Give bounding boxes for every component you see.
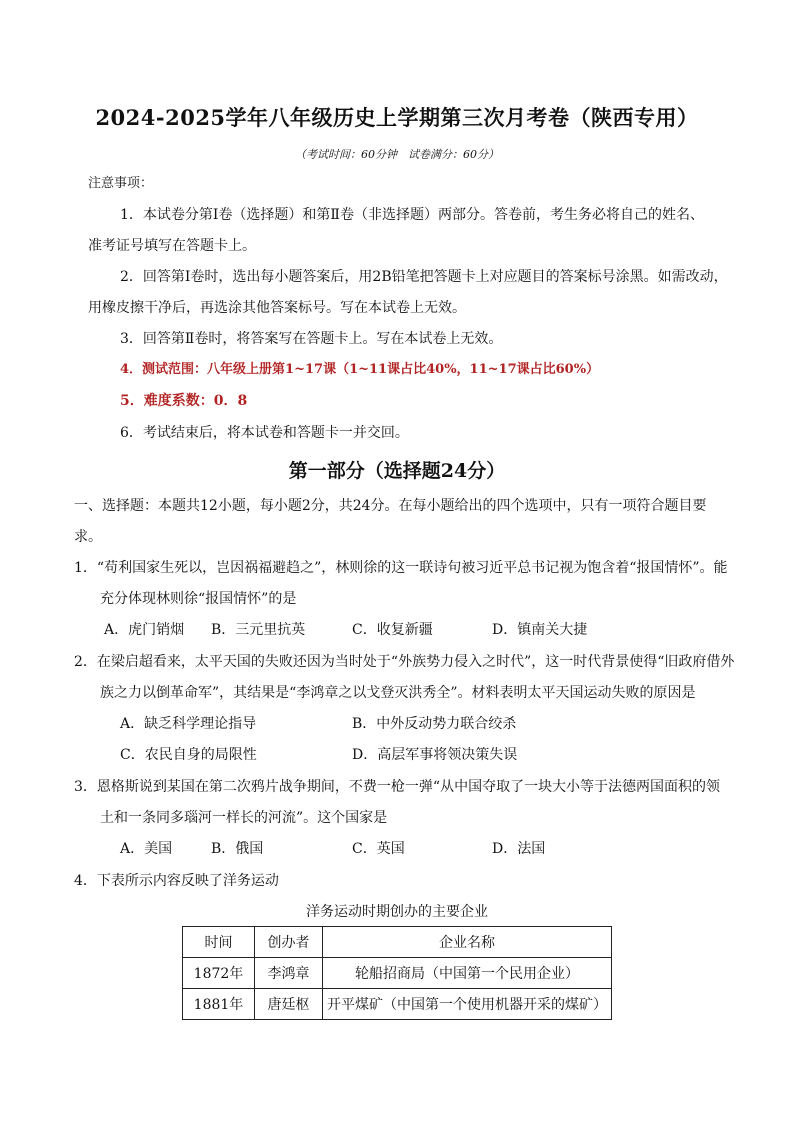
page-title: 2024-2025学年八年级历史上学期第三次月考卷（陕西专用） bbox=[95, 105, 699, 130]
table-cell: 李鸿章 bbox=[255, 958, 323, 989]
option-b: B．三元里抗英 bbox=[211, 622, 306, 638]
note-item: 准考证号填写在答题卡上。 bbox=[88, 238, 256, 254]
option-c: C．收复新疆 bbox=[352, 622, 433, 638]
option-c: C．英国 bbox=[352, 841, 405, 857]
table-cell: 唐廷枢 bbox=[255, 989, 323, 1020]
question-stem: 3．恩格斯说到某国在第二次鸦片战争期间，不费一枪一弹“从中国夺取了一块大小等于法德两国面积的领 bbox=[74, 779, 721, 795]
option-d: D．法国 bbox=[492, 841, 546, 857]
table-header: 企业名称 bbox=[323, 927, 612, 958]
note-item: 1．本试卷分第Ⅰ卷（选择题）和第Ⅱ卷（非选择题）两部分。答卷前，考生务必将自己的姓名、 bbox=[120, 207, 704, 223]
section-title: 第一部分（选择题24分） bbox=[288, 460, 506, 482]
question-stem: 充分体现林则徐“报国情怀”的是 bbox=[100, 591, 297, 607]
option-b: B．俄国 bbox=[211, 841, 264, 857]
section-instruction: 求。 bbox=[74, 529, 102, 545]
note-item-difficulty: 5．难度系数：0．8 bbox=[120, 393, 248, 409]
option-d: D．镇南关大捷 bbox=[492, 622, 588, 638]
note-item: 用橡皮擦干净后，再选涂其他答案标号。写在本试卷上无效。 bbox=[88, 300, 466, 316]
table-caption: 洋务运动时期创办的主要企业 bbox=[306, 904, 488, 920]
option-c: C．农民自身的局限性 bbox=[120, 747, 257, 763]
section-instruction: 一、选择题：本题共12小题，每小题2分，共24分。在每小题给出的四个选项中，只有一项符合题目要 bbox=[74, 498, 707, 514]
question-stem: 1．“苟利国家生死以，岂因祸福避趋之”，林则徐的这一联诗句被习近平总书记视为饱含着“报国情怀”。能 bbox=[74, 560, 728, 576]
enterprise-table bbox=[182, 926, 612, 1020]
option-d: D．高层军事将领决策失误 bbox=[352, 747, 518, 763]
note-item: 3．回答第Ⅱ卷时，将答案写在答题卡上。写在本试卷上无效。 bbox=[120, 331, 503, 347]
exam-info: （考试时间：60分钟 试卷满分：60分） bbox=[295, 148, 499, 161]
note-item: 2．回答第Ⅰ卷时，选出每小题答案后，用2B铅笔把答题卡上对应题目的答案标号涂黑。如需改动， bbox=[120, 269, 728, 285]
option-b: B．中外反动势力联合绞杀 bbox=[352, 716, 517, 732]
table-cell: 开平煤矿（中国第一个使用机器开采的煤矿） bbox=[323, 989, 612, 1020]
question-stem: 4．下表所示内容反映了洋务运动 bbox=[74, 873, 279, 889]
table-header: 时间 bbox=[183, 927, 255, 958]
question-stem: 土和一条同多瑙河一样长的河流”。这个国家是 bbox=[100, 810, 388, 826]
note-item-scope: 4．测试范围：八年级上册第1~17课（1~11课占比40%，11~17课占比60%） bbox=[120, 362, 600, 377]
table-header: 创办者 bbox=[255, 927, 323, 958]
note-item: 6．考试结束后，将本试卷和答题卡一并交回。 bbox=[120, 425, 409, 441]
notes-heading: 注意事项： bbox=[88, 176, 154, 191]
table-cell: 1881年 bbox=[183, 989, 255, 1020]
table-cell: 1872年 bbox=[183, 958, 255, 989]
option-a: A．缺乏科学理论指导 bbox=[120, 716, 257, 732]
table-cell: 轮船招商局（中国第一个民用企业） bbox=[323, 958, 612, 989]
question-stem: 族之力以倒革命军”，其结果是“李鸿章之以戈登灭洪秀全”。材料表明太平天国运动失败的原因是 bbox=[100, 685, 696, 701]
table-header-row bbox=[183, 927, 612, 958]
question-stem: 2．在梁启超看来，太平天国的失败还因为当时处于“外族势力侵入之时代”，这一时代背景使得“旧政府借外 bbox=[74, 654, 735, 670]
option-a: A．虎门销烟 bbox=[104, 622, 185, 638]
table-row bbox=[183, 989, 612, 1020]
table-row bbox=[183, 958, 612, 989]
option-a: A．美国 bbox=[120, 841, 173, 857]
